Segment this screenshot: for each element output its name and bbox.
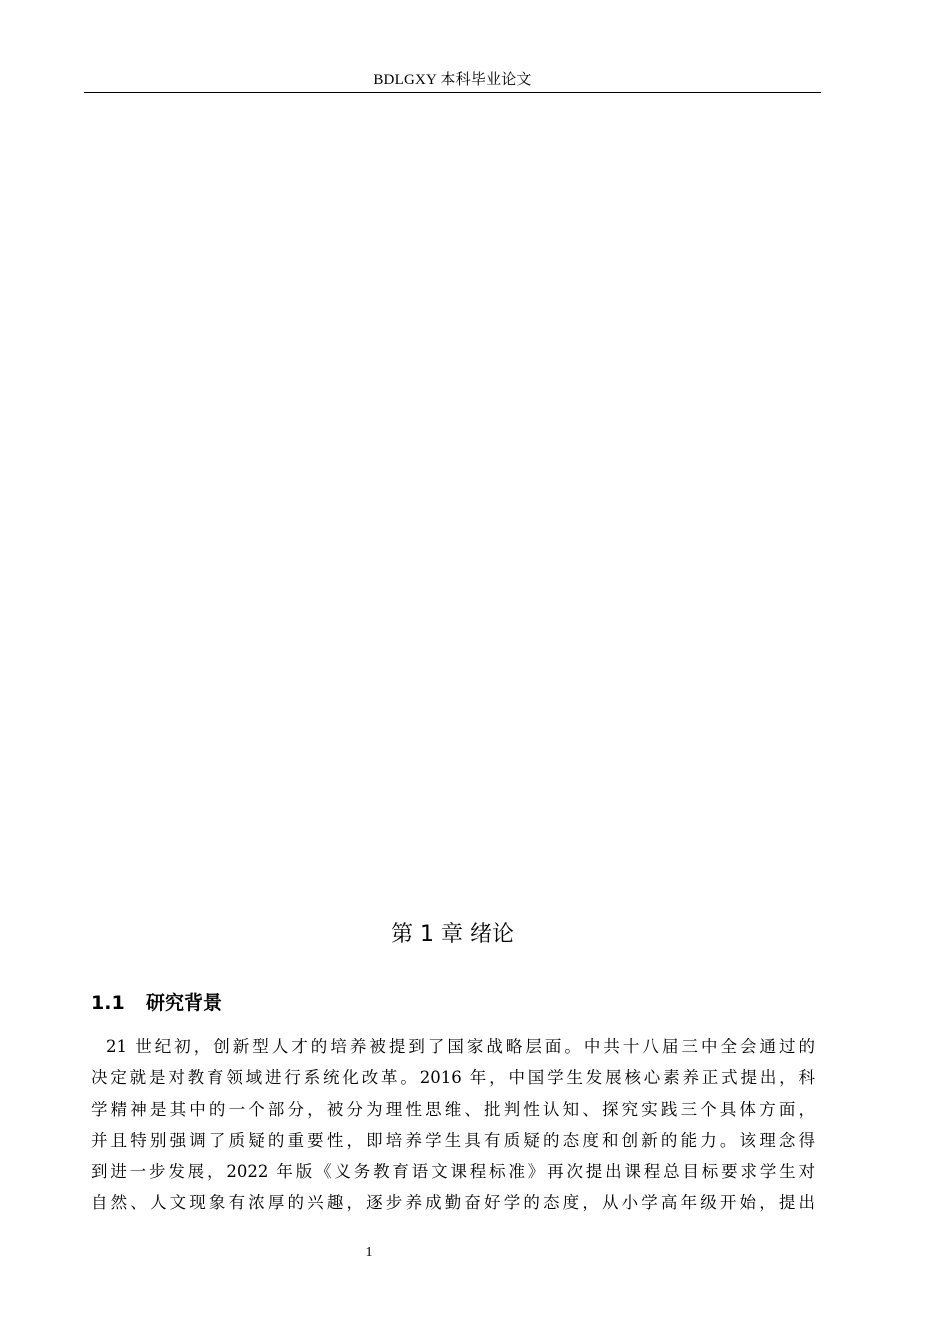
section-title: 研究背景 xyxy=(146,992,223,1014)
chapter-title: 第 1 章 绪论 xyxy=(391,922,514,947)
paragraph-line: 自然、人文现象有浓厚的兴趣，逐步养成勤奋好学的态度，从小学高年级开始，提出 xyxy=(91,1193,815,1213)
paragraph-line: 学精神是其中的一个部分，被分为理性思维、批判性认知、探究实践三个具体方面， xyxy=(91,1099,815,1119)
page-number: 1 xyxy=(365,1245,373,1260)
paragraph-line: 到进一步发展，2022 年版《义务教育语文课程标准》再次提出课程总目标要求学生对 xyxy=(91,1162,815,1182)
body-paragraph xyxy=(91,1031,815,1219)
header-rule xyxy=(84,92,821,93)
running-header: BDLGXY 本科毕业论文 xyxy=(373,72,532,88)
paragraph-line: 决定就是对教育领域进行系统化改革。2016 年，中国学生发展核心素养正式提出，科 xyxy=(91,1068,815,1088)
section-number: 1.1 xyxy=(91,992,125,1014)
section-heading xyxy=(91,989,222,1017)
paragraph-line: 21 世纪初，创新型人才的培养被提到了国家战略层面。中共十八届三中全会通过的 xyxy=(106,1037,815,1056)
paragraph-line: 并且特别强调了质疑的重要性，即培养学生具有质疑的态度和创新的能力。该理念得 xyxy=(91,1130,815,1150)
